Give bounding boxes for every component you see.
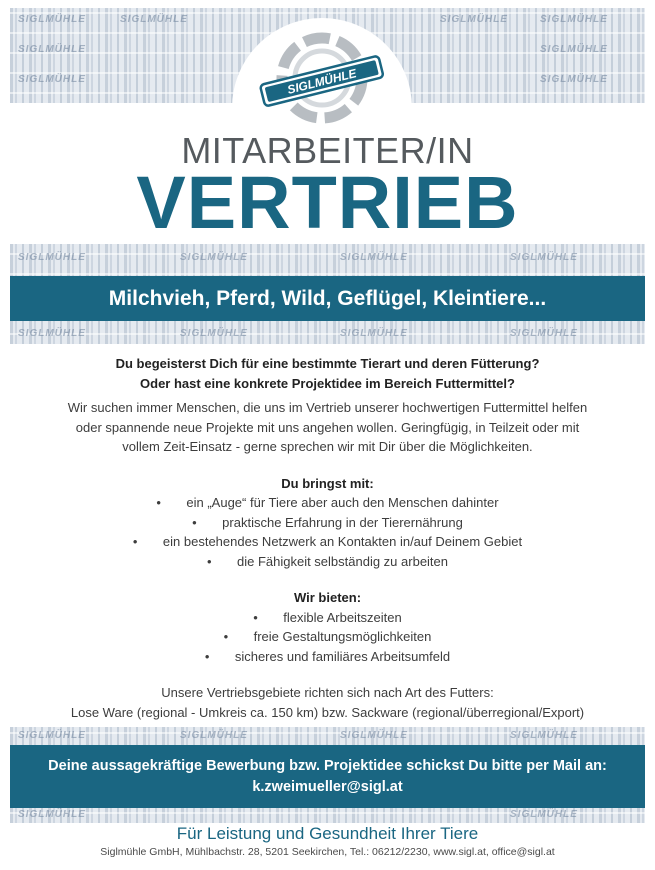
list-item: • ein „Auge“ für Tiere aber auch den Menschen dahinter (0, 493, 655, 513)
pattern-wordmark: SIGLMÜHLE (540, 44, 608, 55)
pattern-wordmark: SIGLMÜHLE (18, 252, 86, 263)
footer-slogan: Für Leistung und Gesundheit Ihrer Tiere (176, 824, 479, 843)
title-position: MITARBEITER/IN (181, 130, 474, 171)
intro-question: Oder hast eine konkrete Projektidee im Bereich Futtermittel? (140, 375, 515, 391)
intro-text-line: oder spannende neue Projekte mit uns angehen wollen. Geringfügig, in Teilzeit oder mit (75, 419, 580, 435)
list-item: • die Fähigkeit selbständig zu arbeiten (0, 552, 655, 572)
list-item: • ein bestehendes Netzwerk an Kontakten in/auf Deinem Gebiet (0, 532, 655, 552)
pattern-wordmark: SIGLMÜHLE (180, 328, 248, 339)
list-item: • freie Gestaltungsmöglichkeiten (0, 627, 655, 647)
pattern-wordmark: SIGLMÜHLE (180, 730, 248, 741)
logo-wordmark: SIGLMÜHLE (285, 66, 358, 97)
intro-text-line: Wir suchen immer Menschen, die uns im Vertrieb unserer hochwertigen Futtermittel helfen (67, 400, 588, 415)
pattern-wordmark: SIGLMÜHLE (18, 809, 86, 820)
pattern-wordmark: SIGLMÜHLE (18, 328, 86, 339)
pattern-wordmark: SIGLMÜHLE (510, 252, 578, 263)
pattern-wordmark: SIGLMÜHLE (540, 14, 608, 25)
footer-contact: Siglmühle GmbH, Mühlbachstr. 28, 5201 Seekirchen, Tel.: 06212/2230, www.sigl.at, office@sigl.at (100, 846, 555, 858)
siglmuehle-logo-icon (255, 30, 389, 130)
pattern-wordmark: SIGLMÜHLE (340, 328, 408, 339)
pattern-wordmark: SIGLMÜHLE (510, 809, 578, 820)
pattern-wordmark: SIGLMÜHLE (18, 730, 86, 741)
intro-question: Du begeisterst Dich für eine bestimmte Tierart und deren Fütterung? (115, 356, 540, 371)
pattern-wordmark: SIGLMÜHLE (510, 730, 578, 741)
application-email[interactable]: k.zweimueller@sigl.at (252, 779, 403, 795)
intro-text-line: vollem Zeit-Einsatz - gerne sprechen wir mit Dir über die Möglichkeiten. (122, 439, 533, 454)
list-item: • praktische Erfahrung in der Tierernährung (0, 513, 655, 533)
pattern-wordmark: SIGLMÜHLE (18, 74, 86, 85)
offers-list (0, 608, 655, 667)
pattern-wordmark: SIGLMÜHLE (440, 14, 508, 25)
pattern-wordmark: SIGLMÜHLE (18, 44, 86, 55)
pattern-wordmark: SIGLMÜHLE (510, 328, 578, 339)
application-instruction: Deine aussagekräftige Bewerbung bzw. Projektidee schickst Du bitte per Mail an: (48, 758, 607, 774)
animals-banner: Milchvieh, Pferd, Wild, Geflügel, Kleintiere... (10, 276, 645, 321)
regions-text: Lose Ware (regional - Umkreis ca. 150 km) bzw. Sackware (regional/überregional/Export) (70, 704, 585, 720)
application-banner (10, 745, 645, 808)
list-item: • flexible Arbeitszeiten (0, 608, 655, 628)
job-description (0, 354, 655, 722)
pattern-wordmark: SIGLMÜHLE (540, 74, 608, 85)
requirements-list (0, 493, 655, 571)
title-department: VERTRIEB (136, 161, 519, 244)
pattern-wordmark: SIGLMÜHLE (340, 252, 408, 263)
pattern-wordmark: SIGLMÜHLE (340, 730, 408, 741)
pattern-wordmark: SIGLMÜHLE (18, 14, 86, 25)
requirements-heading: Du bringst mit: (281, 475, 374, 491)
offers-heading: Wir bieten: (293, 590, 362, 605)
list-item: • sicheres und familiäres Arbeitsumfeld (0, 647, 655, 667)
regions-text: Unsere Vertriebsgebiete richten sich nach Art des Futters: (161, 685, 494, 700)
pattern-wordmark: SIGLMÜHLE (180, 252, 248, 263)
pattern-wordmark: SIGLMÜHLE (120, 14, 188, 25)
